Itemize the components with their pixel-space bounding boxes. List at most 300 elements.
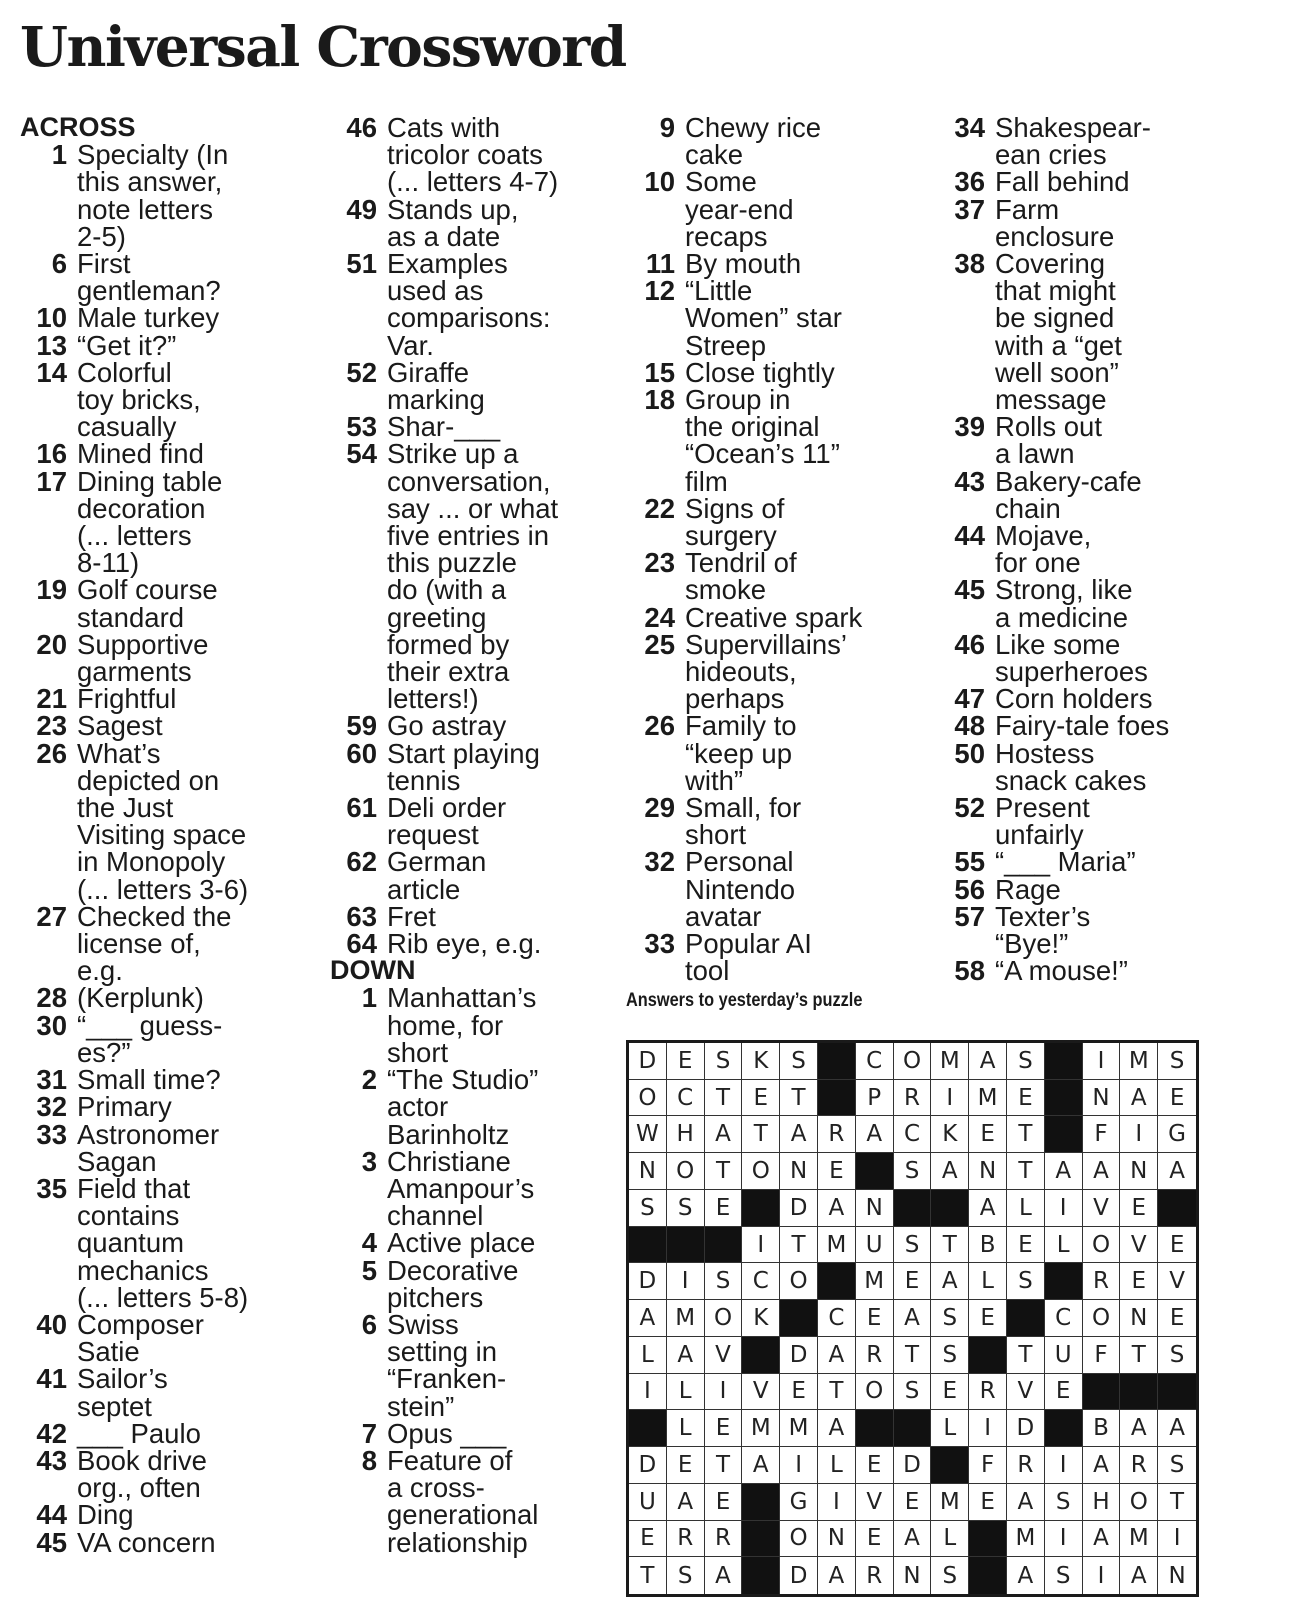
grid-cell: A xyxy=(818,1337,856,1374)
clue-column-4 xyxy=(938,114,1238,985)
clue-text: “A mouse!” xyxy=(995,955,1128,987)
grid-block xyxy=(742,1337,780,1374)
clue xyxy=(938,683,1238,715)
clue-number: 63 xyxy=(346,900,377,932)
clue xyxy=(20,302,310,334)
clue-text: “Get it?” xyxy=(77,329,177,361)
clue xyxy=(330,1444,620,1558)
clue-number: 25 xyxy=(644,628,675,660)
clue xyxy=(938,792,1238,851)
clue-text: Male turkey xyxy=(77,302,220,334)
clue-number: 10 xyxy=(36,302,67,334)
grid-cell: S xyxy=(1007,1263,1045,1300)
clue xyxy=(938,955,1238,987)
clue-number: 27 xyxy=(36,900,67,932)
grid-cell: V xyxy=(1158,1263,1196,1300)
clue xyxy=(330,792,620,851)
grid-cell: N xyxy=(1120,1153,1158,1190)
clue xyxy=(20,1172,310,1313)
clue-text: Rib eye, e.g. xyxy=(387,928,542,960)
clue-text: Stands up, as a date xyxy=(387,193,519,252)
clue-text: Sagest xyxy=(77,710,163,742)
clue-text: Mined find xyxy=(77,438,204,470)
clue xyxy=(20,628,310,688)
clue-number: 34 xyxy=(954,112,985,143)
grid-cell: M xyxy=(931,1484,969,1521)
grid-cell: I xyxy=(1083,1557,1121,1594)
clue xyxy=(628,492,918,552)
clue-number: 11 xyxy=(645,248,675,280)
clue xyxy=(330,1308,620,1422)
clue-number: 22 xyxy=(644,492,675,524)
grid-cell: M xyxy=(931,1043,969,1080)
clue xyxy=(20,574,310,633)
clue-number: 42 xyxy=(36,1417,67,1449)
grid-cell: E xyxy=(894,1484,932,1521)
clue-number: 52 xyxy=(346,356,377,388)
clue xyxy=(20,683,310,715)
grid-cell: T xyxy=(742,1116,780,1153)
grid-cell: C xyxy=(818,1300,856,1337)
grid-cell: A xyxy=(1007,1557,1045,1594)
grid-cell: S xyxy=(1045,1484,1083,1521)
clue-number: 33 xyxy=(36,1118,67,1150)
grid-cell: V xyxy=(1083,1190,1121,1227)
grid-cell: S xyxy=(667,1557,705,1594)
clue xyxy=(628,277,918,359)
clue xyxy=(20,1363,310,1422)
clue-number: 3 xyxy=(361,1145,377,1177)
grid-cell: D xyxy=(629,1043,667,1080)
clue xyxy=(20,1064,310,1096)
clue-text: Book drive org., often xyxy=(77,1444,207,1504)
clue-number: 8 xyxy=(361,1444,377,1476)
clue-text: Manhattan’s home, for short xyxy=(387,982,537,1068)
clue xyxy=(20,1308,310,1368)
grid-cell: E xyxy=(969,1484,1007,1521)
clue-text: Fret xyxy=(387,900,436,932)
grid-cell: F xyxy=(969,1447,1007,1484)
clue-column-1 xyxy=(20,114,310,1556)
clue-text: Rolls out a lawn xyxy=(995,411,1102,470)
grid-cell: L xyxy=(1045,1227,1083,1264)
grid-cell: T xyxy=(1007,1116,1045,1153)
clue-text: Specialty (In this answer, note letters 2-5) xyxy=(77,139,229,252)
clue-text: Covering that might be signed with a “get well soon” message xyxy=(995,248,1122,416)
grid-cell: I xyxy=(705,1374,743,1411)
clue-text: First gentleman? xyxy=(77,248,221,307)
grid-cell: S xyxy=(629,1190,667,1227)
grid-cell: T xyxy=(780,1227,818,1264)
clue-number: 39 xyxy=(954,411,985,443)
grid-cell: A xyxy=(969,1190,1007,1227)
grid-cell: H xyxy=(667,1116,705,1153)
clue-text: Some year-end recaps xyxy=(685,166,794,252)
clue-text: “___ Maria” xyxy=(995,846,1136,878)
grid-cell: I xyxy=(1158,1521,1196,1558)
clue xyxy=(20,900,310,987)
clue-text: Composer Satie xyxy=(77,1308,204,1368)
grid-cell: T xyxy=(780,1080,818,1117)
clue-text: Golf course standard xyxy=(77,574,218,633)
grid-cell: N xyxy=(1120,1300,1158,1337)
clue xyxy=(330,438,620,715)
grid-cell: R xyxy=(969,1374,1007,1411)
clue xyxy=(938,628,1238,688)
clue-number: 44 xyxy=(954,520,985,552)
clue-text: Shar-___ xyxy=(387,411,501,443)
grid-cell: N xyxy=(818,1521,856,1558)
clue-text: Sailor’s septet xyxy=(77,1363,168,1422)
grid-cell: E xyxy=(705,1484,743,1521)
clue xyxy=(938,166,1238,198)
clue-text: Strike up a conversation, say ... or what five entries in this puzzle do (with a greeting formed by their extra letters!) xyxy=(387,438,559,715)
grid-cell: L xyxy=(667,1374,705,1411)
clue-text: Small, for short xyxy=(685,792,802,851)
grid-cell: A xyxy=(856,1116,894,1153)
clue xyxy=(330,928,620,960)
grid-block xyxy=(629,1410,667,1447)
grid-block xyxy=(1158,1190,1196,1227)
clue-text: Texter’s “Bye!” xyxy=(995,900,1091,960)
grid-cell: A xyxy=(1120,1557,1158,1594)
grid-block xyxy=(931,1447,969,1484)
grid-cell: E xyxy=(856,1447,894,1484)
grid-cell: E xyxy=(969,1116,1007,1153)
clue-column-3 xyxy=(628,114,918,985)
clue xyxy=(20,465,310,579)
clue xyxy=(628,601,918,633)
clue-text: “Little Women” star Streep xyxy=(685,275,842,361)
clue xyxy=(938,846,1238,878)
clue xyxy=(938,112,1238,171)
clue xyxy=(20,356,310,443)
grid-block xyxy=(969,1521,1007,1558)
grid-cell: R xyxy=(1007,1447,1045,1484)
grid-cell: O xyxy=(780,1263,818,1300)
grid-cell: A xyxy=(667,1484,705,1521)
clue xyxy=(20,329,310,361)
grid-block xyxy=(1045,1043,1083,1080)
clue-number: 23 xyxy=(644,547,675,579)
grid-cell: M xyxy=(1120,1521,1158,1558)
clue xyxy=(628,712,918,794)
grid-cell: U xyxy=(629,1484,667,1521)
grid-cell: L xyxy=(969,1263,1007,1300)
clue-number: 47 xyxy=(954,683,985,715)
grid-cell: V xyxy=(1007,1374,1045,1411)
grid-cell: E xyxy=(1007,1227,1045,1264)
clue xyxy=(938,737,1238,796)
answer-grid xyxy=(626,1040,1199,1597)
grid-cell: L xyxy=(818,1447,856,1484)
clue-number: 58 xyxy=(954,955,985,987)
grid-block xyxy=(1158,1374,1196,1411)
clue-number: 32 xyxy=(36,1091,67,1123)
clue-number: 19 xyxy=(36,574,67,606)
clue xyxy=(628,792,918,851)
grid-cell: A xyxy=(894,1300,932,1337)
clue xyxy=(330,411,620,443)
grid-cell: R xyxy=(705,1521,743,1558)
clue-number: 10 xyxy=(644,166,675,198)
clue-number: 45 xyxy=(954,574,985,606)
grid-block xyxy=(1083,1374,1121,1411)
grid-cell: E xyxy=(1158,1080,1196,1117)
clue-text: Tendril of smoke xyxy=(685,547,797,606)
grid-block xyxy=(894,1190,932,1227)
grid-cell: A xyxy=(780,1116,818,1153)
grid-cell: T xyxy=(705,1080,743,1117)
clue-number: 28 xyxy=(36,982,67,1014)
grid-cell: A xyxy=(931,1153,969,1190)
grid-cell: O xyxy=(667,1153,705,1190)
grid-cell: D xyxy=(1007,1410,1045,1447)
clue-text: Supervillains’ hideouts, perhaps xyxy=(685,628,848,715)
across-heading: ACROSS xyxy=(20,112,136,142)
grid-cell: E xyxy=(629,1521,667,1558)
clue-number: 21 xyxy=(36,683,67,715)
clue xyxy=(20,1444,310,1504)
clue-number: 38 xyxy=(954,248,985,280)
grid-cell: S xyxy=(894,1374,932,1411)
clue xyxy=(20,1526,310,1558)
grid-cell: E xyxy=(1158,1227,1196,1264)
grid-cell: R xyxy=(856,1337,894,1374)
clue xyxy=(330,900,620,932)
clue-number: 40 xyxy=(36,1308,67,1340)
clue-text: Start playing tennis xyxy=(387,737,540,796)
grid-cell: H xyxy=(1083,1484,1121,1521)
grid-cell: S xyxy=(894,1227,932,1264)
clue-number: 45 xyxy=(36,1526,67,1558)
grid-cell: T xyxy=(705,1447,743,1484)
clue-text: Examples used as comparisons: Var. xyxy=(387,248,551,361)
clue-text: Like some superheroes xyxy=(995,628,1148,688)
grid-block xyxy=(742,1521,780,1558)
clue xyxy=(20,141,310,250)
clue xyxy=(628,628,918,715)
clue-text: Astronomer Sagan xyxy=(77,1118,220,1177)
clue-number: 37 xyxy=(954,193,985,225)
clue-number: 41 xyxy=(36,1363,67,1395)
clue-text: VA concern xyxy=(77,1526,216,1558)
grid-block xyxy=(1045,1263,1083,1300)
grid-cell: L xyxy=(931,1521,969,1558)
grid-cell: I xyxy=(1045,1190,1083,1227)
grid-cell: A xyxy=(1120,1410,1158,1447)
grid-cell: W xyxy=(629,1116,667,1153)
grid-cell: L xyxy=(629,1337,667,1374)
clue-text: Checked the license of, e.g. xyxy=(77,900,232,987)
grid-cell: A xyxy=(629,1300,667,1337)
grid-cell: I xyxy=(667,1263,705,1300)
grid-cell: O xyxy=(742,1153,780,1190)
grid-cell: D xyxy=(780,1190,818,1227)
grid-cell: T xyxy=(629,1557,667,1594)
clue-number: 24 xyxy=(644,601,675,633)
grid-cell: E xyxy=(667,1447,705,1484)
grid-cell: M xyxy=(969,1080,1007,1117)
grid-cell: R xyxy=(894,1080,932,1117)
grid-cell: R xyxy=(1083,1263,1121,1300)
grid-cell: R xyxy=(1120,1447,1158,1484)
grid-cell: D xyxy=(629,1263,667,1300)
clue-text: Frightful xyxy=(77,683,177,715)
clue xyxy=(938,465,1238,524)
clue xyxy=(938,248,1238,416)
clue xyxy=(20,1009,310,1068)
grid-block xyxy=(1045,1080,1083,1117)
grid-cell: V xyxy=(705,1337,743,1374)
clue-text: “The Studio” actor Barinholtz xyxy=(387,1064,539,1150)
grid-cell: N xyxy=(629,1153,667,1190)
grid-cell: O xyxy=(705,1300,743,1337)
clue-text: Colorful toy bricks, casually xyxy=(77,356,201,443)
clue-number: 1 xyxy=(361,982,377,1014)
grid-cell: V xyxy=(742,1374,780,1411)
clue-number: 53 xyxy=(346,411,377,443)
grid-cell: S xyxy=(1045,1557,1083,1594)
clue-text: Field that contains quantum mechanics (... letters 5-8) xyxy=(77,1172,249,1313)
clue-number: 44 xyxy=(36,1499,67,1531)
clue-text: Deli order request xyxy=(387,792,507,851)
clue-number: 2 xyxy=(361,1064,377,1096)
clue xyxy=(20,1417,310,1449)
grid-cell: G xyxy=(780,1484,818,1521)
clue-number: 12 xyxy=(644,275,675,307)
grid-cell: A xyxy=(818,1410,856,1447)
grid-cell: L xyxy=(1007,1190,1045,1227)
clue-text: Bakery-cafe chain xyxy=(995,465,1142,524)
grid-cell: L xyxy=(931,1410,969,1447)
grid-cell: A xyxy=(818,1557,856,1594)
clue-number: 13 xyxy=(36,329,67,361)
clue xyxy=(938,193,1238,252)
clue xyxy=(938,900,1238,960)
grid-cell: E xyxy=(969,1300,1007,1337)
grid-cell: C xyxy=(1045,1300,1083,1337)
grid-cell: M xyxy=(856,1263,894,1300)
grid-block xyxy=(969,1337,1007,1374)
grid-cell: S xyxy=(931,1337,969,1374)
clue-number: 36 xyxy=(954,166,985,198)
grid-cell: I xyxy=(818,1484,856,1521)
grid-cell: S xyxy=(931,1300,969,1337)
clue-text: Swiss setting in “Franken- stein” xyxy=(387,1308,507,1422)
clue-text: “___ guess- es?” xyxy=(77,1009,223,1068)
grid-block xyxy=(742,1190,780,1227)
grid-cell: I xyxy=(780,1447,818,1484)
grid-cell: V xyxy=(856,1484,894,1521)
grid-cell: A xyxy=(667,1337,705,1374)
grid-cell: O xyxy=(856,1374,894,1411)
clue xyxy=(20,1091,310,1123)
clue-text: What’s depicted on the Just Visiting space in Monopoly (... letters 3-6) xyxy=(77,737,249,905)
clue-text: Decorative pitchers xyxy=(387,1254,519,1313)
clue xyxy=(330,1145,620,1232)
grid-cell: T xyxy=(1007,1337,1045,1374)
grid-cell: T xyxy=(1120,1337,1158,1374)
clue-text: Creative spark xyxy=(685,601,863,633)
clue-number: 7 xyxy=(361,1417,377,1449)
clue xyxy=(20,982,310,1014)
grid-cell: S xyxy=(1158,1447,1196,1484)
clue-text: Personal Nintendo avatar xyxy=(685,846,796,932)
clue-number: 43 xyxy=(954,465,985,497)
grid-cell: S xyxy=(1158,1043,1196,1080)
clue-text: Giraffe marking xyxy=(387,356,485,416)
clue-text: Strong, like a medicine xyxy=(995,574,1133,633)
clue xyxy=(330,250,620,359)
clue-number: 55 xyxy=(954,846,985,878)
grid-cell: M xyxy=(667,1300,705,1337)
clue-number: 15 xyxy=(644,356,675,388)
clue-text: Signs of surgery xyxy=(685,492,785,552)
grid-cell: E xyxy=(1120,1190,1158,1227)
clue xyxy=(330,193,620,252)
clue-text: Close tightly xyxy=(685,356,835,388)
grid-cell: R xyxy=(667,1521,705,1558)
clue-number: 52 xyxy=(954,792,985,824)
grid-cell: T xyxy=(1007,1153,1045,1190)
clue-number: 64 xyxy=(346,928,377,960)
grid-block xyxy=(1045,1410,1083,1447)
grid-cell: B xyxy=(1083,1410,1121,1447)
clue xyxy=(628,928,918,987)
clue-number: 54 xyxy=(346,438,377,470)
clue xyxy=(628,356,918,388)
grid-cell: O xyxy=(894,1043,932,1080)
clue-number: 5 xyxy=(361,1254,377,1286)
grid-cell: F xyxy=(1083,1337,1121,1374)
grid-cell: M xyxy=(780,1410,818,1447)
grid-cell: R xyxy=(856,1557,894,1594)
grid-cell: M xyxy=(1007,1521,1045,1558)
grid-cell: A xyxy=(1007,1484,1045,1521)
grid-cell: V xyxy=(1120,1227,1158,1264)
answers-label: Answers to yesterday’s puzzle xyxy=(626,990,863,1011)
clue-text: Corn holders xyxy=(995,683,1153,715)
grid-cell: A xyxy=(1045,1153,1083,1190)
grid-block xyxy=(818,1080,856,1117)
clue-text: (Kerplunk) xyxy=(77,982,204,1014)
grid-block xyxy=(1045,1116,1083,1153)
clue-number: 59 xyxy=(346,710,377,742)
grid-block xyxy=(969,1557,1007,1594)
grid-cell: A xyxy=(1083,1153,1121,1190)
grid-cell: D xyxy=(629,1447,667,1484)
clue-text: Family to “keep up with” xyxy=(685,710,797,796)
grid-cell: I xyxy=(1120,1116,1158,1153)
clue xyxy=(330,1066,620,1148)
clue-text: Chewy rice cake xyxy=(685,112,822,171)
grid-cell: N xyxy=(1083,1080,1121,1117)
clue xyxy=(330,356,620,416)
grid-block xyxy=(931,1190,969,1227)
clue-text: German article xyxy=(387,846,487,905)
grid-block xyxy=(742,1484,780,1521)
grid-cell: K xyxy=(742,1043,780,1080)
clue xyxy=(330,846,620,905)
grid-cell: D xyxy=(894,1447,932,1484)
clue-number: 17 xyxy=(36,465,67,497)
grid-cell: C xyxy=(742,1263,780,1300)
clue xyxy=(938,520,1238,579)
grid-cell: A xyxy=(705,1116,743,1153)
grid-cell: N xyxy=(969,1153,1007,1190)
clue-number: 33 xyxy=(644,928,675,960)
